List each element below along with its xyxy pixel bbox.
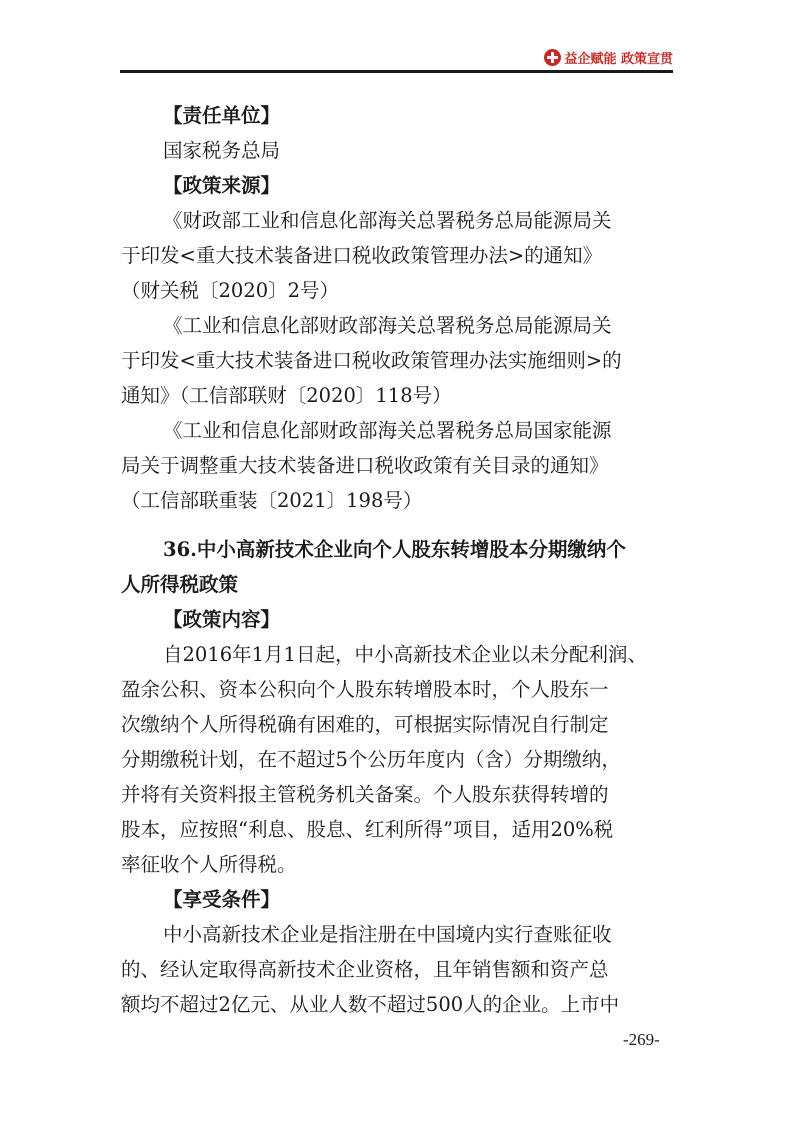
page-header (0, 0, 794, 80)
source-line: （财关税〔2020〕2号） (121, 279, 340, 302)
content-line: 分期缴税计划，在不超过5个公历年度内（含）分期缴纳， (121, 748, 621, 771)
source-line: （工信部联重装〔2021〕198号） (121, 489, 423, 512)
content-line: 股本，应按照“利息、股息、红利所得”项目，适用20%税 (121, 818, 614, 841)
section-title-responsible: 【责任单位】 (163, 104, 281, 127)
policy-heading-line: 36.中小高新技术企业向个人股东转增股本分期缴纳个 (163, 538, 626, 561)
section-title-source: 【政策来源】 (163, 174, 281, 197)
content-line: 并将有关资料报主管税务机关备案。个人股东获得转增的 (121, 783, 609, 806)
source-line: 《工业和信息化部财政部海关总署税务总局能源局关 (163, 314, 612, 337)
condition-line: 的、经认定取得高新技术企业资格，且年销售额和资产总 (121, 958, 609, 981)
content-line: 盈余公积、资本公积向个人股东转增股本时，个人股东一 (121, 678, 609, 701)
policy-heading-line: 人所得税政策 (121, 573, 239, 596)
source-line: 局关于调整重大技术装备进口税收政策有关目录的通知》 (121, 454, 609, 477)
document-body (121, 98, 677, 1022)
section-gap (121, 518, 677, 532)
condition-line: 中小高新技术企业是指注册在中国境内实行查账征收 (163, 923, 612, 946)
responsible-unit: 国家税务总局 (163, 139, 281, 162)
source-line: 于印发<重大技术装备进口税收政策管理办法实施细则>的 (121, 349, 622, 372)
brand-emblem-icon (544, 49, 561, 66)
content-line: 自2016年1月1日起，中小高新技术企业以未分配利润、 (163, 643, 647, 666)
content-line: 率征收个人所得税。 (121, 853, 297, 876)
source-line: 《工业和信息化部财政部海关总署税务总局国家能源 (163, 419, 612, 442)
source-line: 《财政部工业和信息化部海关总署税务总局能源局关 (163, 209, 612, 232)
source-line: 于印发<重大技术装备进口税收政策管理办法>的通知》 (121, 244, 603, 267)
header-rule (120, 70, 673, 73)
page-number: -269- (623, 1030, 660, 1049)
brand-logo-text: 益企赋能 政策宣贯 (564, 51, 673, 67)
content-line: 次缴纳个人所得税确有困难的，可根据实际情况自行制定 (121, 713, 609, 736)
section-title-conditions: 【享受条件】 (163, 888, 281, 911)
section-title-content: 【政策内容】 (163, 608, 281, 631)
source-line: 通知》（工信部联财〔2020〕118号） (121, 384, 452, 407)
brand-logo (544, 48, 673, 66)
condition-line: 额均不超过2亿元、从业人数不超过500人的企业。上市中 (121, 993, 620, 1016)
